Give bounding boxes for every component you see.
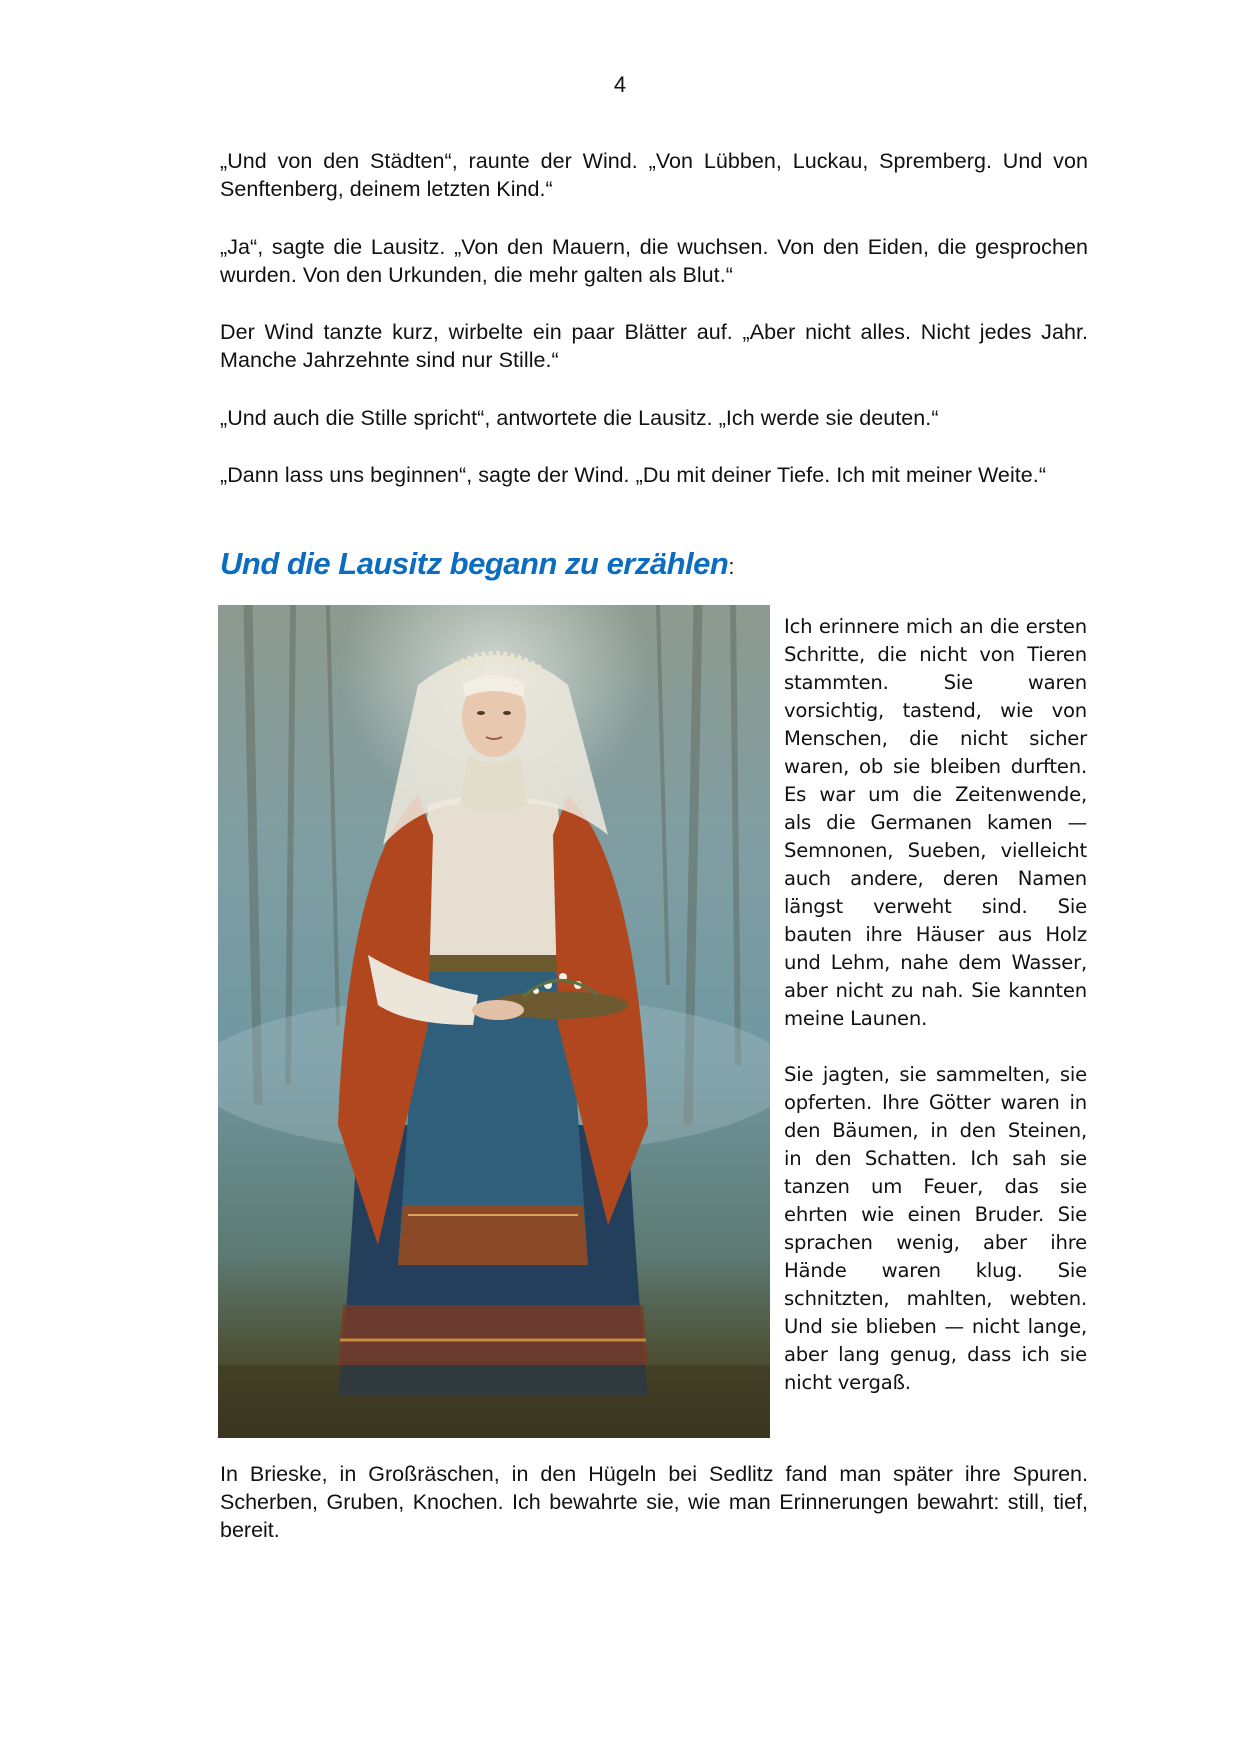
heading-colon: : (728, 554, 734, 579)
costume-painting-image (218, 605, 770, 1438)
paragraph-text: Der Wind tanzte kurz, wirbelte ein paar Blätter auf. „Aber nicht alles. Nicht jedes Jahr. Manche Jahrzehnte sind nur Stille.“ (220, 320, 1088, 372)
paragraph-text: „Dann lass uns beginnen“, sagte der Wind. „Du mit deiner Tiefe. Ich mit meiner Weite.“ (220, 463, 1047, 487)
paragraph-text: In Brieske, in Großräschen, in den Hügeln bei Sedlitz fand man später ihre Spuren. Scherben, Gruben, Knochen. Ich bewahrte sie, wie man Erinnerungen bewahrt: still, tief, bereit. (220, 1462, 1088, 1542)
painting-illustration (218, 605, 770, 1438)
paragraph (220, 147, 1088, 203)
paragraph (220, 404, 1088, 432)
closing-paragraph (220, 1460, 1088, 1544)
page-number: 4 (613, 72, 627, 97)
paragraph (220, 318, 1088, 374)
paragraph-text: Ich erinnere mich an die ersten Schritte, die nicht von Tieren stammten. Sie waren vorsichtig, tastend, wie von Menschen, die nicht sicher waren, ob sie bleiben durften. Es war um die Zeitenwende, als die Germanen kamen — Semnonen, Sueben, vielleicht auch andere, deren Namen längst verweht sind. Sie bauten ihre Häuser aus Holz und Lehm, nahe dem Wasser, aber nicht zu nah. Sie kannten meine Launen. (784, 615, 1087, 1030)
paragraph-text: „Und auch die Stille spricht“, antwortete die Lausitz. „Ich werde sie deuten.“ (220, 406, 939, 430)
paragraph-text: „Und von den Städten“, raunte der Wind. „Von Lübben, Luckau, Spremberg. Und von Senftenberg, deinem letzten Kind.“ (220, 149, 1088, 201)
section-heading-text: Und die Lausitz begann zu erzählen (220, 546, 729, 581)
paragraph-text: „Ja“, sagte die Lausitz. „Von den Mauern, die wuchsen. Von den Eiden, die gesprochen wurden. Von den Urkunden, die mehr galten als Blut.“ (220, 235, 1088, 287)
paragraph-text: Sie jagten, sie sammelten, sie opferten. Ihre Götter waren in den Bäumen, in den Steinen, in den Schatten. Ich sah sie tanzen um Feuer, das sie ehrten wie einen Bruder. Sie sprachen wenig, aber ihre Hände waren klug. Sie schnitzten, mahlten, webten. Und sie blieben — nicht lange, aber lang genug, dass ich sie nicht vergaß. (784, 1063, 1087, 1394)
paragraph (220, 233, 1088, 289)
side-column-text (784, 613, 1087, 1397)
section-heading (220, 546, 734, 582)
paragraph (220, 461, 1088, 489)
